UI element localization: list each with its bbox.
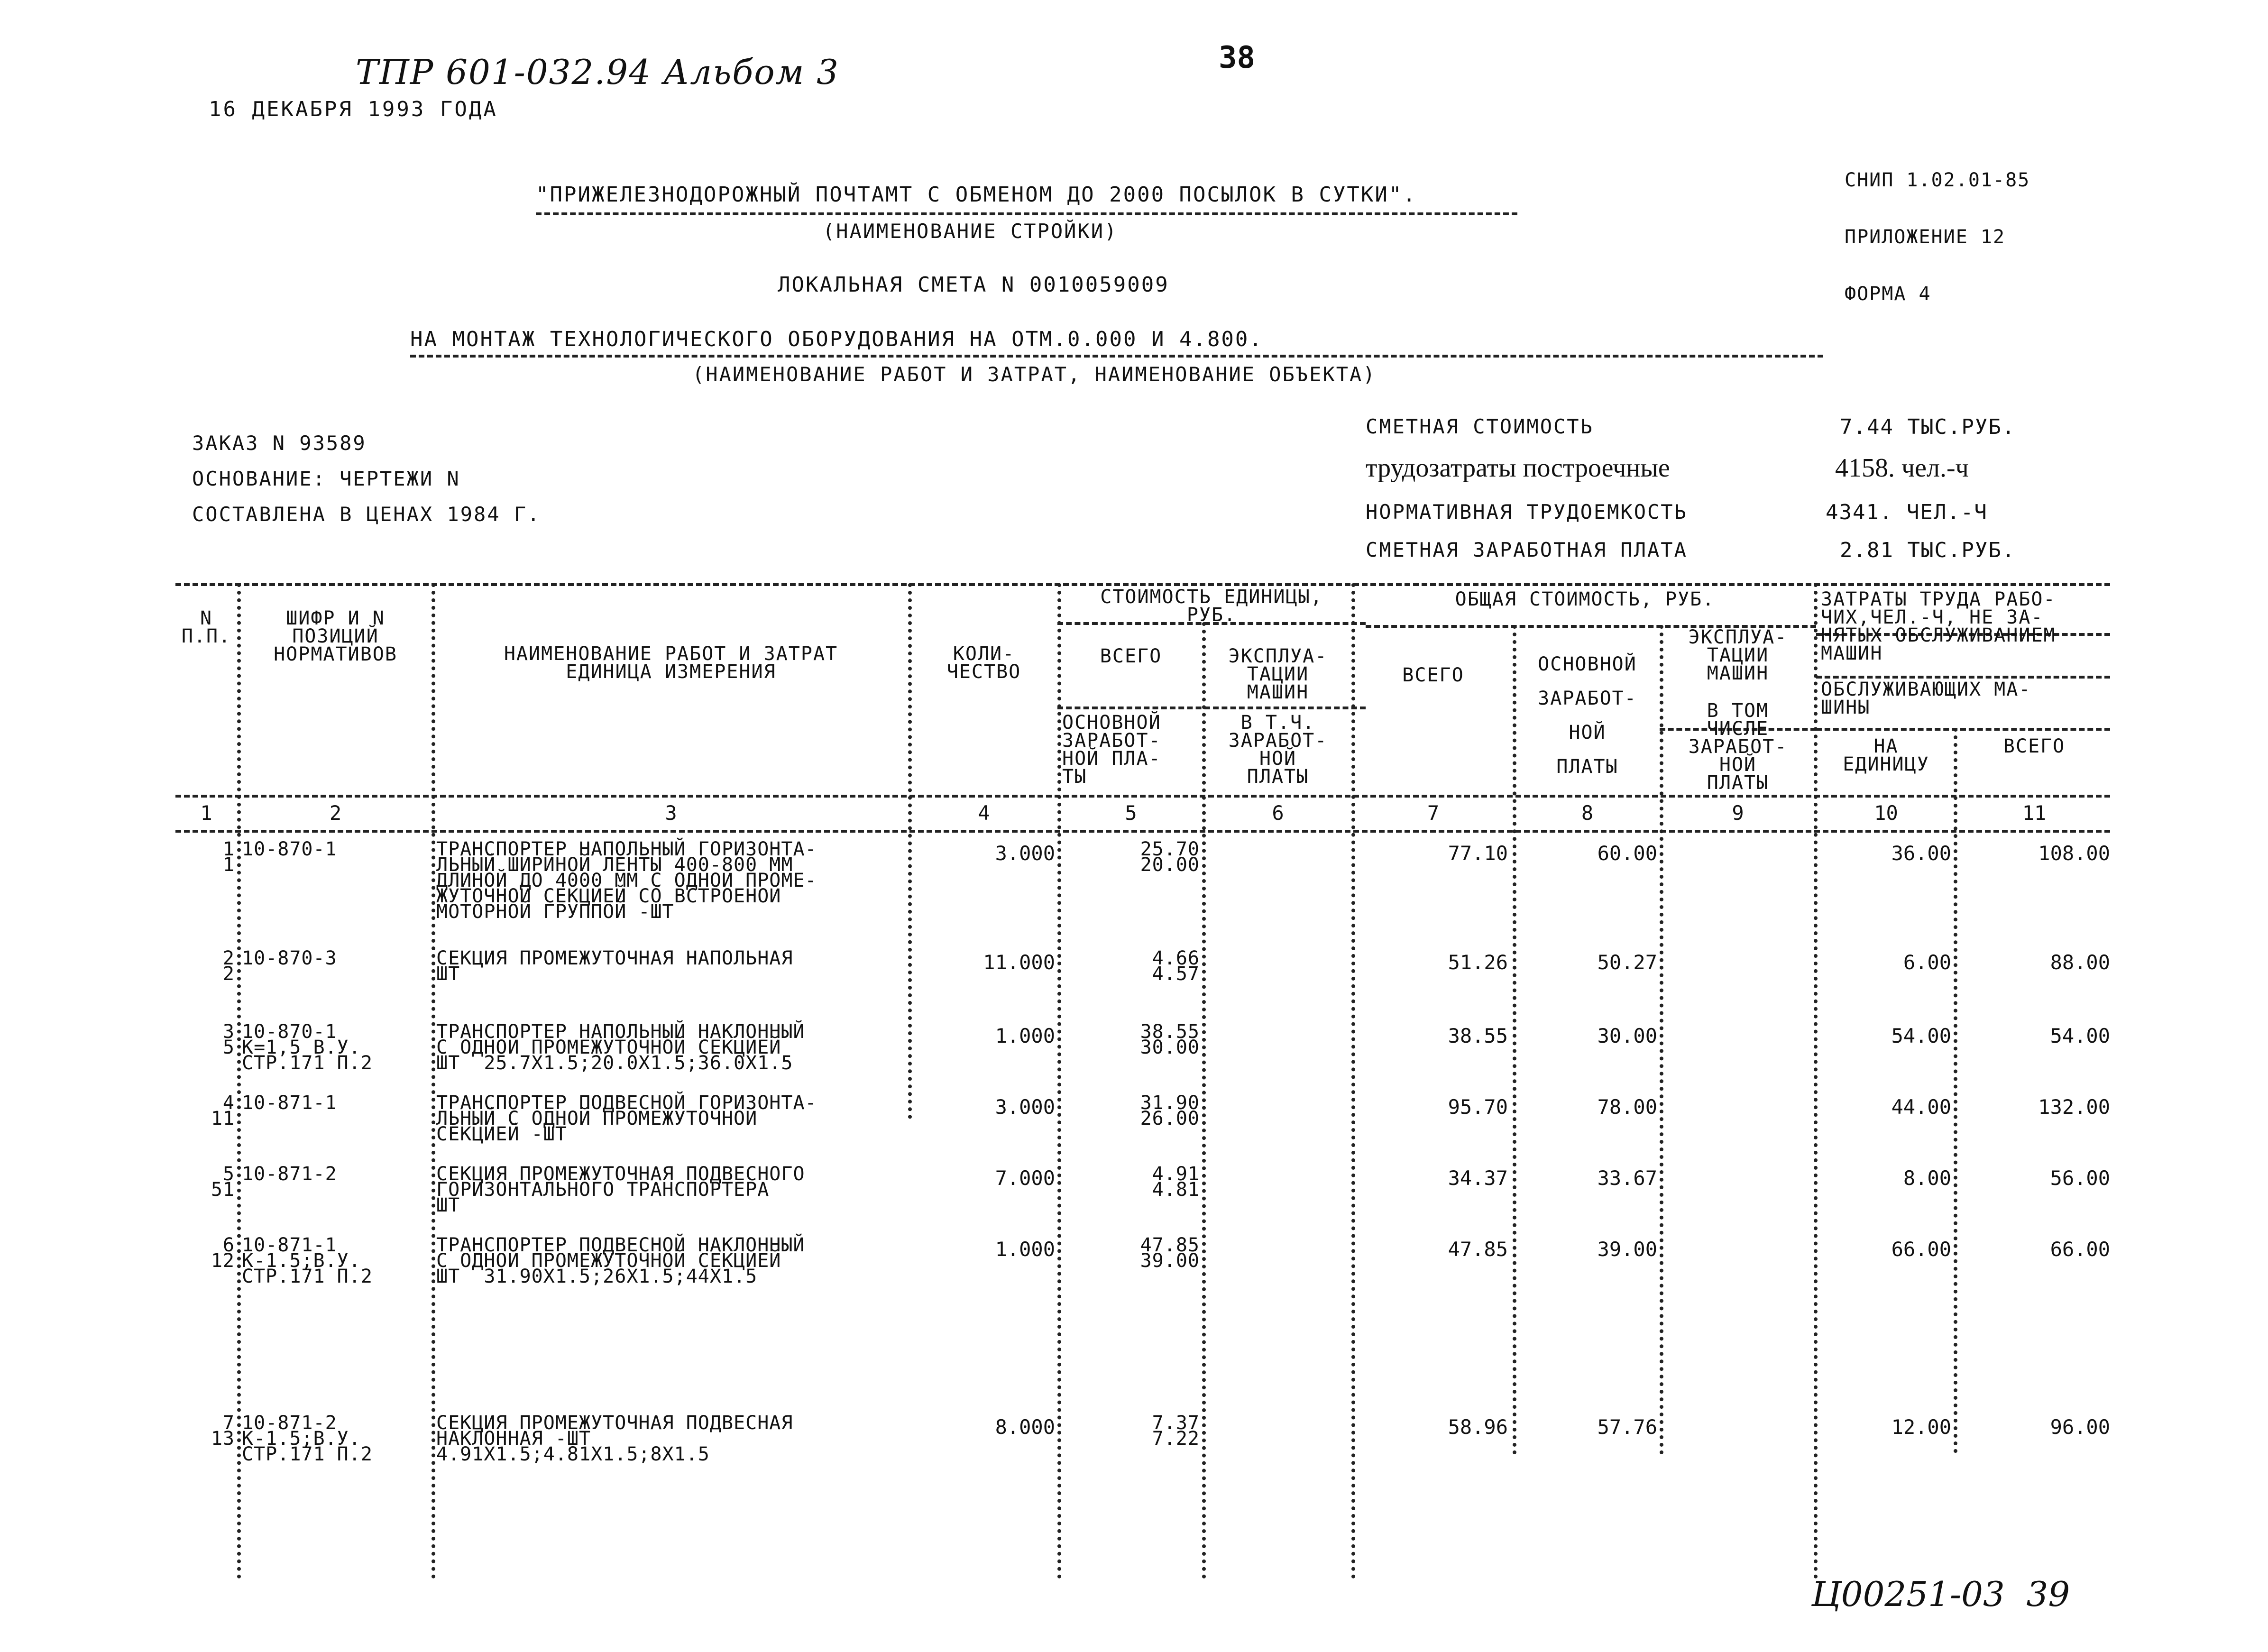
snip-line: ФОРМА 4 [1845,283,1931,305]
labor-per-unit: 6.00 [1903,951,1951,974]
price-basis: СОСТАВЛЕНА В ЦЕНАХ 1984 Г. [192,503,541,526]
construction-name: "ПРИЖЕЛЕЗНОДОРОЖНЫЙ ПОЧТАМТ С ОБМЕНОМ ДО 2000 ПОСЫЛОК В СУТКИ". [536,183,1417,207]
table-col-rule [1351,583,1355,1579]
column-number: 11 [2022,801,2047,825]
unit-cost: 47.85 39.00 [1140,1234,1200,1272]
order-number: ЗАКАЗ N 93589 [192,431,367,455]
quantity: 3.000 [995,1095,1055,1119]
norm-code: 10-870-1 [242,838,337,860]
column-number: 1 [200,801,212,825]
labor-total: 108.00 [2038,842,2110,865]
snip-reference [1845,133,2030,322]
table-col-rule [1660,625,1663,1455]
labor-total: 132.00 [2038,1095,2110,1119]
header-total-wage: ОСНОВНОЙ ЗАРАБОТ- НОЙ ПЛАТЫ [1538,653,1637,778]
table-col-rule [1513,625,1516,1455]
summary-value: 4341. ЧЕЛ.-Ч [1826,500,1988,524]
summary-label: СМЕТНАЯ ЗАРАБОТНАЯ ПЛАТА [1366,538,1688,561]
labor-per-unit: 12.00 [1891,1415,1951,1439]
row-number: 7 13 [211,1412,235,1450]
unit-cost: 25.70 20.00 [1140,838,1200,876]
table-col-rule [1814,583,1818,1579]
work-name: ТРАНСПОРТЕР НАПОЛЬНЫЙ ГОРИЗОНТА- ЛЬНЫЙ ШИРИНОЙ ЛЕНТЫ 400-800 ММ ДЛИНОЙ ДО 4000 ММ С ОДНОЙ ПРОМЕ- ЖУТОЧНОЙ СЕКЦИЕЙ СО ВСТРОЕНОЙ МОТОРНОЙ ГРУППОЙ -ШТ [436,838,817,923]
total-wage: 39.00 [1597,1238,1657,1261]
norm-code: 10-871-2 K-1.5;В.У. СТР.171 П.2 [242,1412,373,1465]
quantity: 7.000 [995,1166,1055,1190]
labor-per-unit: 44.00 [1891,1095,1951,1119]
labor-per-unit: 54.00 [1891,1024,1951,1047]
quantity: 1.000 [995,1238,1055,1261]
summary-value: 4158. чел.-ч [1835,453,1969,483]
column-number: 9 [1732,801,1744,825]
header-unit-total: ВСЕГО [1100,645,1162,667]
table-rule [175,830,2110,833]
works-name: НА МОНТАЖ ТЕХНОЛОГИЧЕСКОГО ОБОРУДОВАНИЯ НА ОТМ.0.000 И 4.800. [410,327,1263,351]
header-unit-wage: ОСНОВНОЙ ЗАРАБОТ- НОЙ ПЛА- ТЫ [1062,712,1161,788]
summary-value: 7.44 ТЫС.РУБ. [1840,415,2016,439]
archive-stamp: Ц00251-03 39 [1811,1574,2070,1614]
column-number: 7 [1427,801,1440,825]
unit-cost: 38.55 30.00 [1140,1021,1200,1058]
work-name: ТРАНСПОРТЕР НАПОЛЬНЫЙ НАКЛОННЫЙ С ОДНОЙ ПРОМЕЖУТОЧНОЙ СЕКЦИЕЙ ШТ 25.7Х1.5;20.0Х1.5;36.0Х1.5 [436,1021,805,1074]
total-cost: 47.85 [1448,1238,1508,1261]
estimate-title: ЛОКАЛЬНАЯ СМЕТА N 0010059009 [778,273,1169,297]
page-number: 38 [1219,40,1256,75]
column-number: 4 [978,801,990,825]
header-quantity: КОЛИ- ЧЕСТВО [946,643,1021,683]
snip-line: СНИП 1.02.01-85 [1845,169,2030,191]
works-caption: (НАИМЕНОВАНИЕ РАБОТ И ЗАТРАТ, НАИМЕНОВАНИЕ ОБЪЕКТА) [692,363,1377,386]
total-wage: 57.76 [1597,1415,1657,1439]
table-col-rule [237,583,241,1579]
header-code: ШИФР И N ПОЗИЦИЙ НОРМАТИВОВ [274,607,397,665]
table-col-rule [1202,622,1206,1579]
quantity: 3.000 [995,842,1055,865]
construction-caption: (НАИМЕНОВАНИЕ СТРОЙКИ) [823,220,1118,243]
album-title: ТПР 601-032.94 Альбом 3 [356,52,839,92]
summary-value: 2.81 ТЫС.РУБ. [1840,538,2016,562]
work-name: СЕКЦИЯ ПРОМЕЖУТОЧНАЯ ПОДВЕСНАЯ НАКЛОННАЯ -ШТ 4.91Х1.5;4.81Х1.5;8Х1.5 [436,1412,793,1465]
labor-total: 88.00 [2050,951,2110,974]
basis: ОСНОВАНИЕ: ЧЕРТЕЖИ N [192,467,460,490]
work-name: СЕКЦИЯ ПРОМЕЖУТОЧНАЯ НАПОЛЬНАЯ ШТ [436,947,793,985]
table-col-rule [1954,728,1957,1453]
table-rule [175,795,2110,798]
unit-cost: 31.90 26.00 [1140,1092,1200,1129]
column-number: 2 [329,801,342,825]
header-unit-machines: ЭКСПЛУА- ТАЦИИ МАШИН [1228,645,1328,703]
header-work-name: НАИМЕНОВАНИЕ РАБОТ И ЗАТРАТ ЕДИНИЦА ИЗМЕРЕНИЯ [504,643,838,683]
header-total-machine-wage: В ТОМ ЧИСЛЕ ЗАРАБОТ- НОЙ ПЛАТЫ [1688,700,1788,794]
header-labor-per-unit: НА ЕДИНИЦУ [1843,735,1929,775]
unit-cost: 7.37 7.22 [1152,1412,1200,1450]
total-cost: 38.55 [1448,1024,1508,1047]
header-total-machines: ЭКСПЛУА- ТАЦИИ МАШИН [1688,626,1788,684]
divider [410,355,1823,358]
quantity: 1.000 [995,1024,1055,1047]
summary-label: СМЕТНАЯ СТОИМОСТЬ [1366,415,1594,438]
total-wage: 78.00 [1597,1095,1657,1119]
column-number: 5 [1125,801,1137,825]
row-number: 4 11 [211,1092,235,1129]
total-wage: 33.67 [1597,1166,1657,1190]
table-col-rule [908,583,912,1119]
labor-per-unit: 8.00 [1903,1166,1951,1190]
header-unit-cost: СТОИМОСТЬ ЕДИНИЦЫ, РУБ. [1100,586,1323,626]
document-date: 16 ДЕКАБРЯ 1993 ГОДА [209,97,498,121]
norm-code: 10-871-1 K-1.5;В.У. СТР.171 П.2 [242,1234,373,1287]
row-number: 5 51 [211,1163,235,1201]
norm-code: 10-870-3 [242,947,337,969]
divider [536,212,1517,215]
quantity: 11.000 [983,951,1055,974]
work-name: СЕКЦИЯ ПРОМЕЖУТОЧНАЯ ПОДВЕСНОГО ГОРИЗОНТАЛЬНОГО ТРАНСПОРТЕРА ШТ [436,1163,805,1216]
labor-total: 56.00 [2050,1166,2110,1190]
column-number: 10 [1874,801,1898,825]
row-number: 2 2 [222,947,235,985]
row-number: 3 5 [222,1021,235,1058]
row-number: 6 12 [211,1234,235,1272]
header-total: ВСЕГО [1402,664,1464,686]
header-total-cost: ОБЩАЯ СТОИМОСТЬ, РУБ. [1455,588,1715,610]
summary-label: трудозатраты построечные [1366,453,1670,483]
total-wage: 50.27 [1597,951,1657,974]
labor-total: 96.00 [2050,1415,2110,1439]
column-number: 3 [665,801,677,825]
labor-per-unit: 36.00 [1891,842,1951,865]
quantity: 8.000 [995,1415,1055,1439]
header-labor-total: ВСЕГО [2003,735,2066,757]
total-wage: 30.00 [1597,1024,1657,1047]
total-wage: 60.00 [1597,842,1657,865]
table-col-rule [1057,583,1061,1579]
header-labor-machines: ОБСЛУЖИВАЮЩИХ МА- ШИНЫ [1821,679,2031,718]
norm-code: 10-870-1 K=1,5 В.У. СТР.171 П.2 [242,1021,373,1074]
header-unit-machine-wage: В Т.Ч. ЗАРАБОТ- НОЙ ПЛАТЫ [1228,712,1328,788]
work-name: ТРАНСПОРТЕР ПОДВЕСНОЙ НАКЛОННЫЙ С ОДНОЙ ПРОМЕЖУТОЧНОЙ СЕКЦИЕЙ ШТ 31.90Х1.5;26Х1.5;44Х1.5 [436,1234,805,1287]
column-number: 6 [1272,801,1284,825]
labor-per-unit: 66.00 [1891,1238,1951,1261]
unit-cost: 4.66 4.57 [1152,947,1200,985]
column-number: 8 [1581,801,1594,825]
total-cost: 34.37 [1448,1166,1508,1190]
snip-line: ПРИЛОЖЕНИЕ 12 [1845,226,2006,248]
total-cost: 51.26 [1448,951,1508,974]
work-name: ТРАНСПОРТЕР ПОДВЕСНОЙ ГОРИЗОНТА- ЛЬНЫЙ С ОДНОЙ ПРОМЕЖУТОЧНОЙ СЕКЦИЕЙ -ШТ [436,1092,817,1145]
total-cost: 77.10 [1448,842,1508,865]
summary-label: НОРМАТИВНАЯ ТРУДОЕМКОСТЬ [1366,500,1688,523]
header-labor: ЗАТРАТЫ ТРУДА РАБО- ЧИХ,ЧЕЛ.-Ч, НЕ ЗА- НЯТЫХ ОБСЛУЖИВАНИЕМ МАШИН [1821,588,2056,664]
table-rule [1057,707,1366,709]
labor-total: 54.00 [2050,1024,2110,1047]
total-cost: 95.70 [1448,1095,1508,1119]
unit-cost: 4.91 4.81 [1152,1163,1200,1201]
norm-code: 10-871-1 [242,1092,337,1114]
row-number: 1 1 [222,838,235,876]
labor-total: 66.00 [2050,1238,2110,1261]
header-row-number: N П.П. [181,607,231,647]
total-cost: 58.96 [1448,1415,1508,1439]
norm-code: 10-871-2 [242,1163,337,1185]
table-rule [1816,728,2110,731]
table-col-rule [432,583,435,1579]
